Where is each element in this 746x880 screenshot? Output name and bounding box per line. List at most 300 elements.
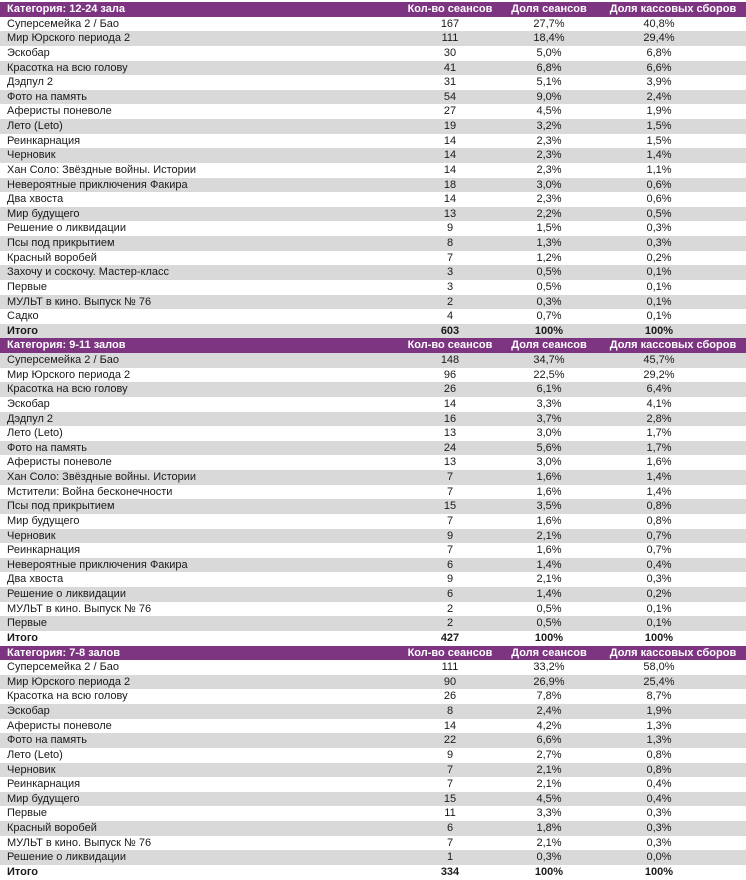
sessions-share-cell: 4,5% bbox=[536, 105, 562, 118]
sessions-count-cell: 9 bbox=[446, 222, 454, 235]
table-row bbox=[0, 660, 746, 675]
boxoffice-share-cell: 0,3% bbox=[646, 807, 672, 820]
movie-title-cell: Красотка на всю голову bbox=[7, 61, 128, 74]
movie-title-cell: Черновик bbox=[7, 149, 56, 162]
table-row bbox=[0, 792, 746, 807]
boxoffice-share-cell: 0,6% bbox=[646, 178, 672, 191]
movie-title-cell: Суперсемейка 2 / Бао bbox=[7, 661, 120, 674]
table-row bbox=[0, 46, 746, 61]
sessions-count-cell: 11 bbox=[444, 807, 456, 820]
sessions-count-cell: 14 bbox=[443, 149, 457, 162]
boxoffice-share-cell: 58,0% bbox=[643, 661, 675, 674]
header-category-label: Категория: 9-11 залов bbox=[7, 339, 126, 352]
table-row bbox=[0, 75, 746, 90]
table-row bbox=[0, 221, 746, 236]
table-row bbox=[0, 806, 746, 821]
boxoffice-share-cell: 0,3% bbox=[646, 237, 672, 249]
boxoffice-share-cell: 6,6% bbox=[646, 61, 672, 74]
movie-title-cell: Дэдпул 2 bbox=[7, 76, 54, 89]
table-row bbox=[0, 836, 746, 851]
movie-title-cell: Мир Юрского периода 2 bbox=[7, 368, 131, 381]
table-row bbox=[0, 485, 746, 500]
sessions-share-cell: 22,5% bbox=[533, 368, 565, 381]
sessions-share-cell: 1,8% bbox=[536, 822, 562, 834]
boxoffice-share-cell: 0,5% bbox=[646, 207, 672, 220]
movie-title-cell: Фото на память bbox=[7, 734, 87, 747]
sessions-share-cell: 1,5% bbox=[536, 222, 562, 235]
total-label-cell: Итого bbox=[7, 865, 39, 878]
table-row bbox=[0, 207, 746, 222]
movie-title-cell: Два хвоста bbox=[7, 193, 64, 206]
boxoffice-share-cell: 45,7% bbox=[643, 354, 675, 366]
sessions-share-cell: 4,2% bbox=[536, 719, 562, 732]
table-row bbox=[0, 529, 746, 544]
boxoffice-share-cell: 0,1% bbox=[646, 266, 672, 279]
movie-title-cell: Аферисты поневоле bbox=[7, 456, 112, 469]
sessions-share-cell: 9,0% bbox=[536, 90, 562, 103]
total-row bbox=[0, 865, 746, 880]
sessions-share-cell: 1,6% bbox=[536, 544, 562, 557]
boxoffice-share-cell: 0,8% bbox=[646, 763, 672, 776]
boxoffice-share-cell: 4,1% bbox=[646, 397, 672, 410]
header-col-boxoffice-share: Доля кассовых сборов bbox=[609, 3, 737, 15]
sessions-count-cell: 24 bbox=[443, 441, 457, 454]
movie-title-cell: Черновик bbox=[7, 529, 56, 542]
boxoffice-share-cell: 0,3% bbox=[646, 822, 672, 834]
movie-title-cell: Первые bbox=[7, 617, 48, 630]
sessions-share-cell: 0,5% bbox=[536, 280, 562, 293]
table-row bbox=[0, 616, 746, 631]
boxoffice-share-cell: 0,1% bbox=[646, 310, 672, 323]
total-boxoffice-share-cell: 100% bbox=[644, 865, 674, 878]
sessions-count-cell: 2 bbox=[446, 295, 454, 308]
movie-title-cell: Суперсемейка 2 / Бао bbox=[7, 17, 120, 30]
sessions-count-cell: 7 bbox=[446, 778, 454, 791]
table-row bbox=[0, 499, 746, 514]
movie-title-cell: Суперсемейка 2 / Бао bbox=[7, 354, 120, 366]
table-row bbox=[0, 265, 746, 280]
movie-title-cell: Два хвоста bbox=[7, 573, 64, 586]
movie-title-cell: Невероятные приключения Факира bbox=[7, 558, 188, 571]
sessions-share-cell: 7,8% bbox=[536, 690, 562, 703]
sessions-count-cell: 111 bbox=[441, 661, 459, 674]
sessions-count-cell: 14 bbox=[443, 193, 457, 206]
sessions-count-cell: 31 bbox=[443, 76, 457, 89]
total-sessions-share-cell: 100% bbox=[534, 631, 564, 644]
movie-title-cell: Невероятные приключения Факира bbox=[7, 178, 188, 191]
sessions-count-cell: 3 bbox=[446, 266, 454, 279]
table-row bbox=[0, 470, 746, 485]
boxoffice-share-cell: 1,5% bbox=[646, 120, 672, 132]
boxoffice-share-cell: 0,3% bbox=[646, 222, 672, 235]
movie-title-cell: Эскобар bbox=[7, 397, 50, 410]
total-sessions-count-cell: 427 bbox=[440, 631, 460, 644]
sessions-count-cell: 7 bbox=[446, 544, 454, 557]
table-row bbox=[0, 178, 746, 193]
boxoffice-share-cell: 25,4% bbox=[643, 675, 675, 688]
sessions-count-cell: 7 bbox=[446, 514, 454, 527]
header-col-sessions: Кол-во сеансов bbox=[407, 339, 493, 352]
movie-title-cell: Решение о ликвидации bbox=[7, 851, 126, 864]
boxoffice-share-cell: 0,7% bbox=[646, 529, 672, 542]
boxoffice-share-cell: 6,4% bbox=[646, 383, 672, 396]
sessions-count-cell: 13 bbox=[443, 456, 457, 469]
sessions-share-cell: 1,6% bbox=[536, 514, 562, 527]
header-col-sessions: Кол-во сеансов bbox=[407, 646, 493, 659]
sessions-count-cell: 22 bbox=[443, 734, 457, 747]
boxoffice-share-cell: 29,2% bbox=[643, 368, 675, 381]
boxoffice-share-cell: 0,1% bbox=[646, 280, 672, 293]
sessions-share-cell: 3,5% bbox=[536, 500, 562, 513]
sessions-count-cell: 7 bbox=[446, 251, 454, 264]
sessions-share-cell: 1,6% bbox=[536, 471, 562, 483]
table-row bbox=[0, 733, 746, 748]
table-row bbox=[0, 61, 746, 76]
movie-title-cell: Черновик bbox=[7, 763, 56, 776]
table-row bbox=[0, 850, 746, 865]
total-sessions-share-cell: 100% bbox=[534, 324, 564, 337]
boxoffice-share-cell: 0,0% bbox=[646, 851, 672, 864]
sessions-count-cell: 54 bbox=[443, 90, 457, 103]
boxoffice-share-cell: 3,9% bbox=[646, 76, 672, 89]
table-row bbox=[0, 821, 746, 836]
movie-title-cell: Дэдпул 2 bbox=[7, 412, 54, 425]
boxoffice-share-cell: 0,1% bbox=[646, 295, 672, 308]
sessions-count-cell: 7 bbox=[446, 763, 454, 776]
sessions-share-cell: 1,3% bbox=[536, 237, 562, 249]
total-sessions-share-cell: 100% bbox=[534, 865, 564, 878]
header-category-label: Категория: 12-24 зала bbox=[7, 3, 125, 15]
movie-title-cell: Мир будущего bbox=[7, 514, 80, 527]
total-label-cell: Итого bbox=[7, 631, 39, 644]
sessions-count-cell: 41 bbox=[443, 61, 457, 74]
total-sessions-count-cell: 603 bbox=[440, 324, 460, 337]
sessions-count-cell: 6 bbox=[446, 588, 454, 600]
table-row bbox=[0, 134, 746, 149]
table-header-row bbox=[0, 2, 746, 17]
sessions-share-cell: 2,4% bbox=[536, 705, 562, 717]
boxoffice-share-cell: 8,7% bbox=[646, 690, 672, 703]
boxoffice-share-cell: 0,7% bbox=[646, 544, 672, 557]
sessions-count-cell: 14 bbox=[443, 163, 457, 176]
sessions-share-cell: 1,4% bbox=[536, 558, 562, 571]
table-row bbox=[0, 558, 746, 573]
sessions-count-cell: 7 bbox=[446, 471, 454, 483]
table-row bbox=[0, 236, 746, 251]
sessions-share-cell: 4,5% bbox=[536, 792, 562, 805]
sessions-share-cell: 3,3% bbox=[536, 807, 562, 820]
sessions-count-cell: 26 bbox=[443, 690, 457, 703]
sessions-share-cell: 0,5% bbox=[536, 266, 562, 279]
sessions-count-cell: 2 bbox=[446, 602, 454, 615]
table-row bbox=[0, 441, 746, 456]
boxoffice-share-cell: 1,4% bbox=[646, 149, 672, 162]
sessions-share-cell: 2,1% bbox=[536, 763, 562, 776]
sessions-count-cell: 1 bbox=[446, 851, 454, 864]
sessions-count-cell: 4 bbox=[446, 310, 454, 323]
sessions-count-cell: 15 bbox=[443, 792, 457, 805]
sessions-count-cell: 3 bbox=[446, 280, 454, 293]
sessions-count-cell: 27 bbox=[443, 105, 457, 118]
movie-title-cell: Захочу и соскочу. Мастер-класс bbox=[7, 266, 169, 279]
sessions-share-cell: 6,6% bbox=[536, 734, 562, 747]
sessions-share-cell: 2,3% bbox=[536, 193, 562, 206]
boxoffice-share-cell: 0,8% bbox=[646, 500, 672, 513]
sessions-share-cell: 3,0% bbox=[536, 178, 562, 191]
sessions-share-cell: 3,0% bbox=[536, 427, 562, 440]
header-col-boxoffice-share: Доля кассовых сборов bbox=[609, 339, 737, 352]
sessions-share-cell: 6,8% bbox=[536, 61, 562, 74]
movie-title-cell: Мир Юрского периода 2 bbox=[7, 675, 131, 688]
sessions-share-cell: 2,3% bbox=[536, 163, 562, 176]
movie-title-cell: Псы под прикрытием bbox=[7, 237, 115, 249]
sessions-count-cell: 8 bbox=[446, 237, 454, 249]
table-row bbox=[0, 763, 746, 778]
movie-title-cell: Аферисты поневоле bbox=[7, 719, 112, 732]
table-row bbox=[0, 426, 746, 441]
table-row bbox=[0, 675, 746, 690]
table-row bbox=[0, 17, 746, 32]
table-row bbox=[0, 353, 746, 368]
table-row bbox=[0, 295, 746, 310]
sessions-share-cell: 2,3% bbox=[536, 134, 562, 147]
sessions-share-cell: 0,5% bbox=[536, 602, 562, 615]
sessions-share-cell: 27,7% bbox=[533, 17, 565, 30]
movie-title-cell: Мстители: Война бесконечности bbox=[7, 485, 173, 498]
sessions-count-cell: 9 bbox=[446, 529, 454, 542]
movie-title-cell: Эскобар bbox=[7, 46, 50, 59]
movie-title-cell: Красотка на всю голову bbox=[7, 383, 128, 396]
boxoffice-share-cell: 0,2% bbox=[646, 588, 672, 600]
movie-title-cell: Лето (Leto) bbox=[7, 427, 63, 440]
boxoffice-share-cell: 1,3% bbox=[646, 719, 672, 732]
movie-title-cell: Аферисты поневоле bbox=[7, 105, 112, 118]
boxoffice-share-cell: 40,8% bbox=[643, 17, 675, 30]
category-table bbox=[0, 2, 746, 338]
boxoffice-share-cell: 2,4% bbox=[646, 90, 672, 103]
sessions-count-cell: 14 bbox=[443, 397, 457, 410]
sessions-share-cell: 3,7% bbox=[536, 412, 562, 425]
sessions-count-cell: 16 bbox=[443, 412, 457, 425]
movie-title-cell: Реинкарнация bbox=[7, 134, 81, 147]
table-row bbox=[0, 119, 746, 134]
sessions-count-cell: 13 bbox=[443, 427, 457, 440]
sessions-share-cell: 34,7% bbox=[533, 354, 565, 366]
movie-title-cell: Хан Соло: Звёздные войны. Истории bbox=[7, 471, 197, 483]
table-row bbox=[0, 368, 746, 383]
sessions-count-cell: 15 bbox=[443, 500, 457, 513]
table-row bbox=[0, 689, 746, 704]
sessions-share-cell: 2,7% bbox=[536, 748, 562, 761]
movie-title-cell: Фото на память bbox=[7, 441, 87, 454]
sessions-share-cell: 3,3% bbox=[536, 397, 562, 410]
boxoffice-share-cell: 0,4% bbox=[646, 778, 672, 791]
sessions-share-cell: 0,5% bbox=[536, 617, 562, 630]
header-col-sessions-share: Доля сеансов bbox=[511, 339, 587, 352]
header-category-label: Категория: 7-8 залов bbox=[7, 646, 120, 659]
boxoffice-share-cell: 0,8% bbox=[646, 514, 672, 527]
boxoffice-share-cell: 0,2% bbox=[646, 251, 672, 264]
table-row bbox=[0, 602, 746, 617]
sessions-count-cell: 14 bbox=[443, 719, 457, 732]
movie-title-cell: Эскобар bbox=[7, 705, 50, 717]
boxoffice-share-cell: 1,9% bbox=[646, 705, 672, 717]
total-row bbox=[0, 324, 746, 339]
boxoffice-share-cell: 1,4% bbox=[646, 471, 672, 483]
sessions-share-cell: 5,1% bbox=[536, 76, 562, 89]
sessions-count-cell: 96 bbox=[443, 368, 457, 381]
boxoffice-share-cell: 0,1% bbox=[646, 602, 672, 615]
boxoffice-share-cell: 0,4% bbox=[646, 792, 672, 805]
movie-title-cell: Мир будущего bbox=[7, 207, 80, 220]
sessions-count-cell: 2 bbox=[446, 617, 454, 630]
sessions-share-cell: 5,6% bbox=[536, 441, 562, 454]
total-row bbox=[0, 631, 746, 646]
sessions-share-cell: 6,1% bbox=[536, 383, 562, 396]
boxoffice-share-cell: 0,3% bbox=[646, 836, 672, 849]
boxoffice-share-cell: 1,1% bbox=[646, 163, 672, 176]
sessions-share-cell: 3,2% bbox=[536, 120, 562, 132]
table-row bbox=[0, 719, 746, 734]
movie-title-cell: Мир Юрского периода 2 bbox=[7, 32, 131, 45]
total-boxoffice-share-cell: 100% bbox=[644, 324, 674, 337]
table-row bbox=[0, 280, 746, 295]
sessions-share-cell: 1,6% bbox=[536, 485, 562, 498]
sessions-count-cell: 6 bbox=[446, 822, 454, 834]
header-col-sessions: Кол-во сеансов bbox=[407, 3, 493, 15]
movie-title-cell: Фото на память bbox=[7, 90, 87, 103]
total-label-cell: Итого bbox=[7, 324, 39, 337]
category-table bbox=[0, 646, 746, 880]
sessions-count-cell: 9 bbox=[446, 748, 454, 761]
table-header-row bbox=[0, 646, 746, 661]
table-row bbox=[0, 104, 746, 119]
header-col-boxoffice-share: Доля кассовых сборов bbox=[609, 646, 737, 659]
header-col-sessions-share: Доля сеансов bbox=[511, 646, 587, 659]
sessions-count-cell: 148 bbox=[440, 354, 460, 366]
movie-title-cell: Псы под прикрытием bbox=[7, 500, 115, 513]
total-sessions-count-cell: 334 bbox=[440, 865, 460, 878]
sessions-share-cell: 1,2% bbox=[536, 251, 562, 264]
sessions-count-cell: 167 bbox=[440, 17, 460, 30]
movie-title-cell: Садко bbox=[7, 310, 39, 323]
table-row bbox=[0, 587, 746, 602]
sessions-count-cell: 7 bbox=[446, 485, 454, 498]
movie-title-cell: Красотка на всю голову bbox=[7, 690, 128, 703]
table-row bbox=[0, 572, 746, 587]
sessions-count-cell: 30 bbox=[443, 46, 457, 59]
movie-title-cell: Первые bbox=[7, 280, 48, 293]
table-row bbox=[0, 455, 746, 470]
sessions-count-cell: 19 bbox=[443, 120, 457, 132]
sessions-count-cell: 26 bbox=[443, 383, 457, 396]
sessions-count-cell: 111 bbox=[441, 32, 459, 45]
movie-title-cell: Первые bbox=[7, 807, 48, 820]
movie-title-cell: Мир будущего bbox=[7, 792, 80, 805]
table-row bbox=[0, 148, 746, 163]
sessions-share-cell: 2,1% bbox=[536, 778, 562, 791]
movie-title-cell: Лето (Leto) bbox=[7, 748, 63, 761]
sessions-share-cell: 2,1% bbox=[536, 836, 562, 849]
table-row bbox=[0, 192, 746, 207]
sessions-share-cell: 5,0% bbox=[536, 46, 562, 59]
sessions-count-cell: 90 bbox=[443, 675, 457, 688]
boxoffice-share-cell: 1,3% bbox=[646, 734, 672, 747]
movie-title-cell: Решение о ликвидации bbox=[7, 588, 126, 600]
movie-title-cell: МУЛЬТ в кино. Выпуск № 76 bbox=[7, 602, 152, 615]
table-row bbox=[0, 777, 746, 792]
table-row bbox=[0, 90, 746, 105]
table-row bbox=[0, 748, 746, 763]
table-row bbox=[0, 382, 746, 397]
movie-title-cell: Реинкарнация bbox=[7, 544, 81, 557]
sessions-count-cell: 14 bbox=[443, 134, 457, 147]
sessions-count-cell: 9 bbox=[446, 573, 454, 586]
boxoffice-share-cell: 1,7% bbox=[646, 427, 672, 440]
movie-title-cell: Хан Соло: Звёздные войны. Истории bbox=[7, 163, 197, 176]
sessions-share-cell: 2,1% bbox=[536, 573, 562, 586]
table-row bbox=[0, 397, 746, 412]
sessions-count-cell: 8 bbox=[446, 705, 454, 717]
movie-title-cell: МУЛЬТ в кино. Выпуск № 76 bbox=[7, 295, 152, 308]
boxoffice-share-cell: 0,6% bbox=[646, 193, 672, 206]
boxoffice-share-cell: 6,8% bbox=[646, 46, 672, 59]
boxoffice-share-cell: 1,7% bbox=[646, 441, 672, 454]
boxoffice-share-cell: 0,3% bbox=[646, 573, 672, 586]
table-row bbox=[0, 31, 746, 46]
sessions-share-cell: 18,4% bbox=[533, 32, 565, 45]
table-row bbox=[0, 543, 746, 558]
movie-title-cell: Красный воробей bbox=[7, 251, 97, 264]
boxoffice-share-cell: 29,4% bbox=[643, 32, 675, 45]
category-table bbox=[0, 338, 746, 645]
sessions-share-cell: 2,1% bbox=[536, 529, 562, 542]
boxoffice-share-cell: 1,6% bbox=[646, 456, 672, 469]
sessions-count-cell: 18 bbox=[443, 178, 457, 191]
movie-title-cell: Реинкарнация bbox=[7, 778, 81, 791]
table-row bbox=[0, 704, 746, 719]
movie-title-cell: МУЛЬТ в кино. Выпуск № 76 bbox=[7, 836, 152, 849]
header-col-sessions-share: Доля сеансов bbox=[511, 3, 587, 15]
movie-title-cell: Красный воробей bbox=[7, 822, 97, 834]
sessions-share-cell: 26,9% bbox=[533, 675, 565, 688]
boxoffice-share-cell: 1,4% bbox=[646, 485, 672, 498]
boxoffice-share-cell: 0,4% bbox=[646, 558, 672, 571]
sessions-share-cell: 3,0% bbox=[536, 456, 562, 469]
total-boxoffice-share-cell: 100% bbox=[644, 631, 674, 644]
boxoffice-share-cell: 0,1% bbox=[646, 617, 672, 630]
sessions-share-cell: 2,2% bbox=[536, 207, 562, 220]
sessions-share-cell: 0,7% bbox=[536, 310, 562, 323]
boxoffice-share-cell: 0,8% bbox=[646, 748, 672, 761]
boxoffice-share-cell: 1,5% bbox=[646, 134, 672, 147]
sessions-count-cell: 6 bbox=[446, 558, 454, 571]
boxoffice-share-cell: 1,9% bbox=[646, 105, 672, 118]
movie-title-cell: Лето (Leto) bbox=[7, 120, 63, 132]
table-row bbox=[0, 163, 746, 178]
table-row bbox=[0, 251, 746, 266]
sessions-share-cell: 2,3% bbox=[536, 149, 562, 162]
boxoffice-share-cell: 2,8% bbox=[646, 412, 672, 425]
sessions-share-cell: 33,2% bbox=[533, 661, 565, 674]
sessions-count-cell: 13 bbox=[443, 207, 457, 220]
sessions-share-cell: 0,3% bbox=[536, 851, 562, 864]
table-row bbox=[0, 514, 746, 529]
sessions-count-cell: 7 bbox=[446, 836, 454, 849]
sessions-share-cell: 0,3% bbox=[536, 295, 562, 308]
table-header-row bbox=[0, 338, 746, 353]
table-row bbox=[0, 309, 746, 324]
